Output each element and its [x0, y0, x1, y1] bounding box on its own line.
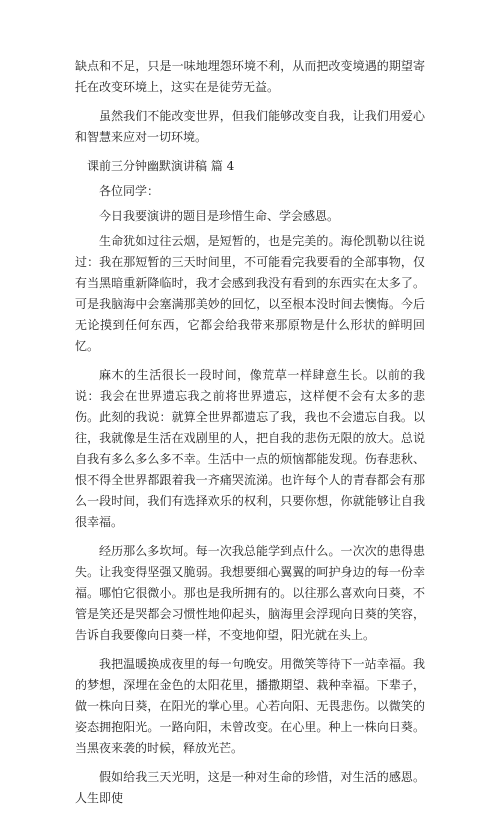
paragraph-1: 缺点和不足，只是一味地埋怨环境不利，从而把改变境遇的期望寄托在改变环境上，这实在是徒劳无益。 — [75, 59, 425, 94]
speech-topic: 今日我要演讲的题目是珍惜生命、学会感恩。 — [99, 209, 340, 223]
paragraph-numb-life: 麻木的生活很长一段时间，像荒草一样肆意生长。以前的我说：我会在世界遗忘我之前将世界遗忘，这样便不会有太多的悲伤。此刻的我说：就算全世界都遗忘了我，我也不会遗忘自我。以往，我就像是生活在戏剧里的人，把自我的悲伤无限的放大。总说自我有多么多么多不幸。生活中一点的烦恼都能发现。伤春悲秋、恨不得全世界都跟着我一齐痛哭流涕。也许每个人的青春都会有那么一段时间，我们有选择欢乐的权利，只要你想，你就能够让自我很幸福。 — [75, 368, 425, 529]
section-heading: 课前三分钟幽默演讲稿 篇 4 — [87, 159, 235, 173]
paragraph-2: 虽然我们不能改变世界，但我们能够改变自我，让我们用爱心和智慧来应对一切环境。 — [75, 109, 425, 144]
paragraph-sunflower: 我把温暖换成夜里的每一句晚安。用微笑等待下一站幸福。我的梦想，深埋在金色的太阳花里，播撒期望、栽种幸福。下辈子，做一株向日葵，在阳光的掌心里。心若向阳、无畏悲伤。以微笑的姿态拥抱阳光。一路向阳，未曾改变。在心里。种上一株向日葵。当黑夜来袭的时候，释放光芒。 — [75, 657, 425, 755]
paragraph-three-days: 假如给我三天光明，这是一种对生命的珍惜，对生活的感恩。人生即使 — [75, 770, 425, 805]
paragraph-life: 生命犹如过往云烟，是短暂的，也是完美的。海伦凯勒以往说过：我在那短暂的三天时间里，不可能看完我要看的全部事物，仅有当黑暗重新降临时，我才会感到我没有看到的东西实在太多了。可是我脑海中会塞满那美妙的回忆，以至根本没时间去懊悔。今后无论摸到任何东西，它都会给我带来那原物是什么形状的鲜明回忆。 — [75, 234, 425, 353]
paragraph-hardships: 经历那么多坎坷。每一次我总能学到点什么。一次次的患得患失。让我变得坚强又脆弱。我想要细心翼翼的呵护身边的每一份幸福。哪怕它很微小。那也是我所拥有的。以往那么喜欢向日葵，不管是笑还是哭都会习惯性地仰起头，脑海里会浮现向日葵的笑容，告诉自我要像向日葵一样，不变地仰望，阳光就在头上。 — [75, 544, 425, 642]
document-body — [75, 56, 425, 817]
salutation: 各位同学： — [99, 184, 160, 198]
